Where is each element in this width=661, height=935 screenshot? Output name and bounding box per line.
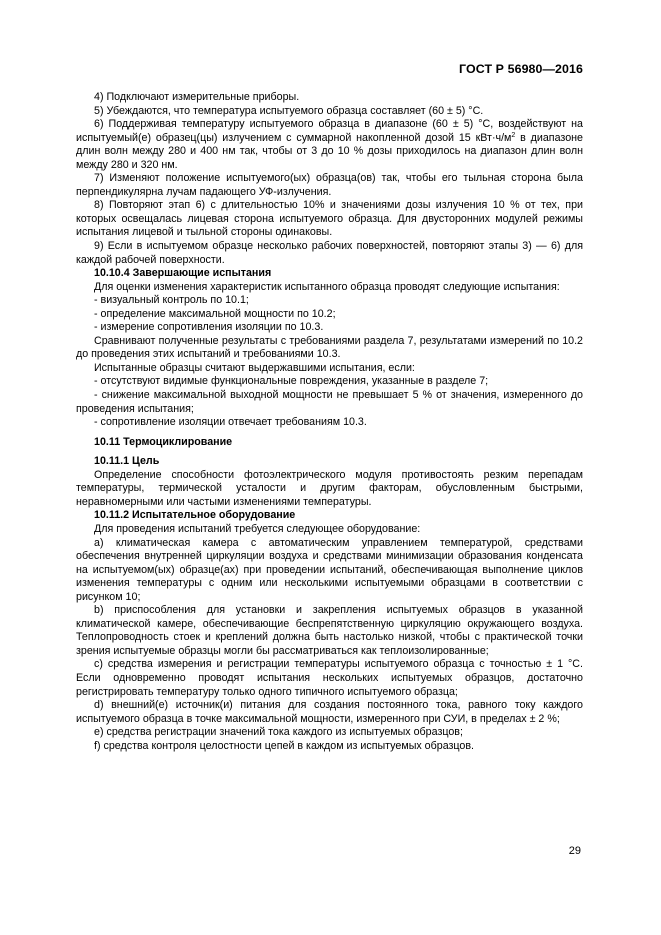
paragraph: 8) Повторяют этап 6) с длительностью 10% и значениями дозы излучения 10 % от тех, при которых освещалась лицевая сторона испытуемого образца. Для двусторонних модулей режимы испытания лицевой и тыльной стороны одинаковы.: [76, 199, 583, 239]
paragraph: Определение способности фотоэлектрического модуля противостоять резким перепадам температуры, термической усталости и другим факторам, обусловленным быстрыми, неравномерными или частыми изменениями температуры.: [76, 468, 583, 508]
paragraph: 5) Убеждаются, что температура испытуемого образца составляет (60 ± 5) °С.: [94, 104, 484, 117]
paragraph: 7) Изменяют положение испытуемого(ых) образца(ов) так, чтобы его тыльная сторона была перпендикулярна лучам падающего УФ-излучения.: [76, 172, 583, 198]
page-number: 29: [568, 845, 581, 857]
list-item: b) приспособления для установки и закрепления испытуемых образцов в указанной климатической камере, обеспечивающие беспрепятственную циркуляцию окружающего воздуха. Теплопроводность стоек и креплений должна быть настолько низкой, чтобы с практической точки зрения испытуемые образцы могли бы рассматриваться как теплоизолированные;: [76, 604, 583, 657]
list-item: е) средства регистрации значений тока каждого из испытуемых образцов;: [94, 726, 463, 739]
section-heading: 10.11.2 Испытательное оборудование: [94, 509, 296, 522]
paragraph: Для проведения испытаний требуется следующее оборудование:: [94, 522, 421, 535]
list-item: а) климатическая камера с автоматическим управлением температурой, средствами обеспечения внутренней циркуляции воздуха и средствами минимизации образования конденсата на испытуемом(ых) образце(ах) при проведении испытаний, обеспечивающая выполнение циклов изменения температуры с одним или несколькими испытуемыми образцами в соответствии с рисунком 10;: [76, 536, 583, 603]
section-heading: 10.10.4 Завершающие испытания: [94, 267, 272, 280]
list-item: - сопротивление изоляции отвечает требованиям 10.3.: [94, 416, 367, 429]
list-item: - определение максимальной мощности по 10.2;: [94, 307, 336, 320]
paragraph: 6) Поддерживая температуру испытуемого образца в диапазоне (60 ± 5) °С, воздействуют на испытуемый(е) образец(цы) излучением с суммарной накопленной дозой 15 $кВт\cdot ч/м^2$ в диапазоне длин волн между 280 и 400 нм так, чтобы от 3 до 10 % дозы приходилось на диапазон длин волн между 280 и 320 нм.: [76, 118, 583, 171]
paragraph: 9) Если в испытуемом образце несколько рабочих поверхностей, повторяют этапы 3) — 6) для каждой рабочей поверхности.: [76, 240, 583, 266]
list-item: - измерение сопротивления изоляции по 10.3.: [94, 321, 324, 334]
paragraph: Испытанные образцы считают выдержавшими испытания, если:: [94, 361, 415, 374]
list-item: - снижение максимальной выходной мощности не превышает 5 % от значения, измеренного до проведения испытания;: [76, 389, 583, 415]
document-body: [76, 91, 583, 753]
paragraph: Сравнивают полученные результаты с требованиями раздела 7, результатами измерений по 10.2 до проведения этих испытаний и требованиями 10.3.: [76, 334, 583, 361]
section-heading: 10.11 Термоциклирование: [94, 435, 233, 448]
list-item: d) внешний(е) источник(и) питания для создания постоянного тока, равного току каждого испытуемого образца в точке максимальной мощности, измеренного при СУИ, в пределах ± 2 %;: [76, 699, 583, 725]
section-heading: 10.11.1 Цель: [94, 455, 160, 468]
list-item: - визуальный контроль по 10.1;: [94, 294, 249, 307]
list-item: с) средства измерения и регистрации температуры испытуемого образца с точностью ± 1 °С. Если одновременно проводят испытания нескольких испытуемых образцов, достаточно регистрировать температуру только одного типичного испытуемого образца;: [76, 658, 583, 698]
document-header: ГОСТ Р 56980—2016: [459, 62, 583, 76]
paragraph: 4) Подключают измерительные приборы.: [94, 91, 300, 103]
list-item: - отсутствуют видимые функциональные повреждения, указанные в разделе 7;: [94, 375, 489, 388]
paragraph: Для оценки изменения характеристик испытанного образца проводят следующие испытания:: [94, 280, 560, 293]
list-item: f) средства контроля целостности цепей в каждом из испытуемых образцов.: [94, 739, 475, 752]
